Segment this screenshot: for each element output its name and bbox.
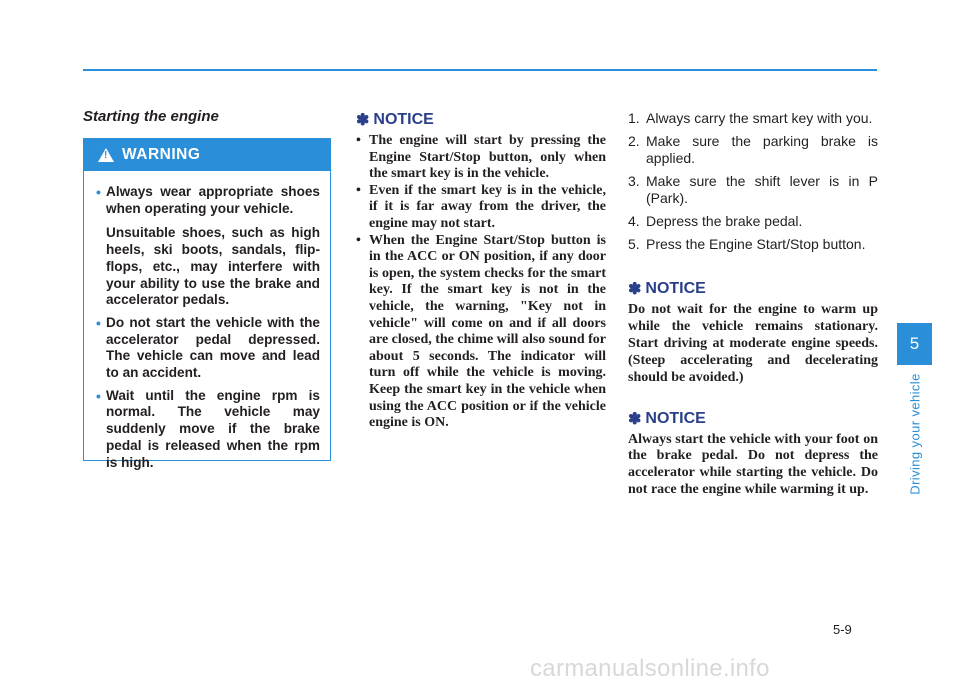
step-number: 4. bbox=[628, 213, 640, 229]
notice-title-text: NOTICE bbox=[645, 280, 706, 297]
warning-triangle-icon bbox=[98, 148, 114, 162]
left-column bbox=[83, 108, 333, 470]
step-item bbox=[628, 236, 878, 253]
step-item bbox=[628, 213, 878, 230]
warning-item-text: Wait until the engine rpm is normal. The vehicle may suddenly move if the brake pedal is released when the rpm is high. bbox=[106, 387, 320, 470]
warning-item-subtext: Unsuitable shoes, such as high heels, ski boots, sandals, flip-flops, etc., may interfere with your ability to use the brake and accelerator pedals. bbox=[106, 225, 320, 308]
step-text: Always carry the smart key with you. bbox=[646, 110, 873, 126]
top-rule bbox=[83, 69, 877, 71]
notice-title bbox=[628, 409, 878, 429]
notice-body: Always start the vehicle with your foot on the brake pedal. Do not depress the accelerator while starting the vehicle. Do not race the engine while warming it up. bbox=[628, 431, 878, 498]
warning-item bbox=[98, 315, 320, 382]
notice-title bbox=[356, 110, 606, 130]
step-item bbox=[628, 110, 878, 127]
warning-title: WARNING bbox=[122, 146, 201, 163]
step-text: Press the Engine Start/Stop button. bbox=[646, 236, 866, 252]
page-number: 5-9 bbox=[833, 622, 852, 637]
step-text: Make sure the parking brake is applied. bbox=[646, 133, 878, 166]
step-number: 2. bbox=[628, 133, 640, 149]
step-item bbox=[628, 133, 878, 167]
step-text: Make sure the shift lever is in P (Park). bbox=[646, 173, 878, 206]
steps-list bbox=[628, 110, 878, 253]
chapter-label bbox=[900, 370, 930, 498]
step-text: Depress the brake pedal. bbox=[646, 213, 803, 229]
notice-item: • Even if the smart key is in the vehicle, if it is far away from the driver, the engine may not start. bbox=[356, 183, 606, 233]
notice-star-icon: ✽ bbox=[628, 281, 642, 298]
warning-item-text: Always wear appropriate shoes when operating your vehicle. bbox=[106, 184, 320, 216]
chapter-tab bbox=[897, 323, 932, 365]
warning-header bbox=[84, 139, 330, 171]
notice-list bbox=[356, 133, 606, 432]
step-item bbox=[628, 173, 878, 207]
section-title: Starting the engine bbox=[83, 108, 219, 125]
notice-star-icon: ✽ bbox=[356, 112, 370, 129]
chapter-number: 5 bbox=[909, 334, 920, 353]
notice-star-icon: ✽ bbox=[628, 410, 642, 428]
chapter-label-text: Driving your vehicle bbox=[907, 373, 923, 495]
notice-title-text: NOTICE bbox=[645, 409, 706, 427]
right-column bbox=[628, 110, 878, 521]
step-number: 1. bbox=[628, 110, 640, 126]
warning-item-text: Do not start the vehicle with the accelerator pedal depressed. The vehicle can move and lead to an accident. bbox=[106, 314, 320, 381]
middle-column bbox=[356, 110, 606, 432]
warning-item bbox=[98, 184, 320, 309]
watermark: carmanualsonline.info bbox=[530, 655, 770, 682]
warning-item bbox=[98, 388, 320, 472]
notice-item: • When the Engine Start/Stop button is in the ACC or ON position, if any door is open, the system checks for the smart key. If the smart key is not in the vehicle, the warning, "Key not in vehicle" will come on and if all doors are closed, the chime will also sound for about 5 seconds. The indicator will turn off while the vehicle is moving. Keep the smart key in the vehicle when using the ACC position or if the vehicle engine is ON. bbox=[356, 233, 606, 432]
warning-list bbox=[84, 171, 330, 471]
notice-title-text: NOTICE bbox=[373, 111, 434, 128]
notice-title bbox=[628, 279, 878, 299]
step-number: 5. bbox=[628, 236, 640, 252]
step-number: 3. bbox=[628, 173, 640, 189]
notice-item: • The engine will start by pressing the Engine Start/Stop button, only when the smart key is in the vehicle. bbox=[356, 133, 606, 183]
notice-body: Do not wait for the engine to warm up while the vehicle remains stationary. Start driving at moderate engine speeds. (Steep accelerating and decelerating should be avoided.) bbox=[628, 302, 878, 385]
warning-box bbox=[83, 138, 331, 470]
